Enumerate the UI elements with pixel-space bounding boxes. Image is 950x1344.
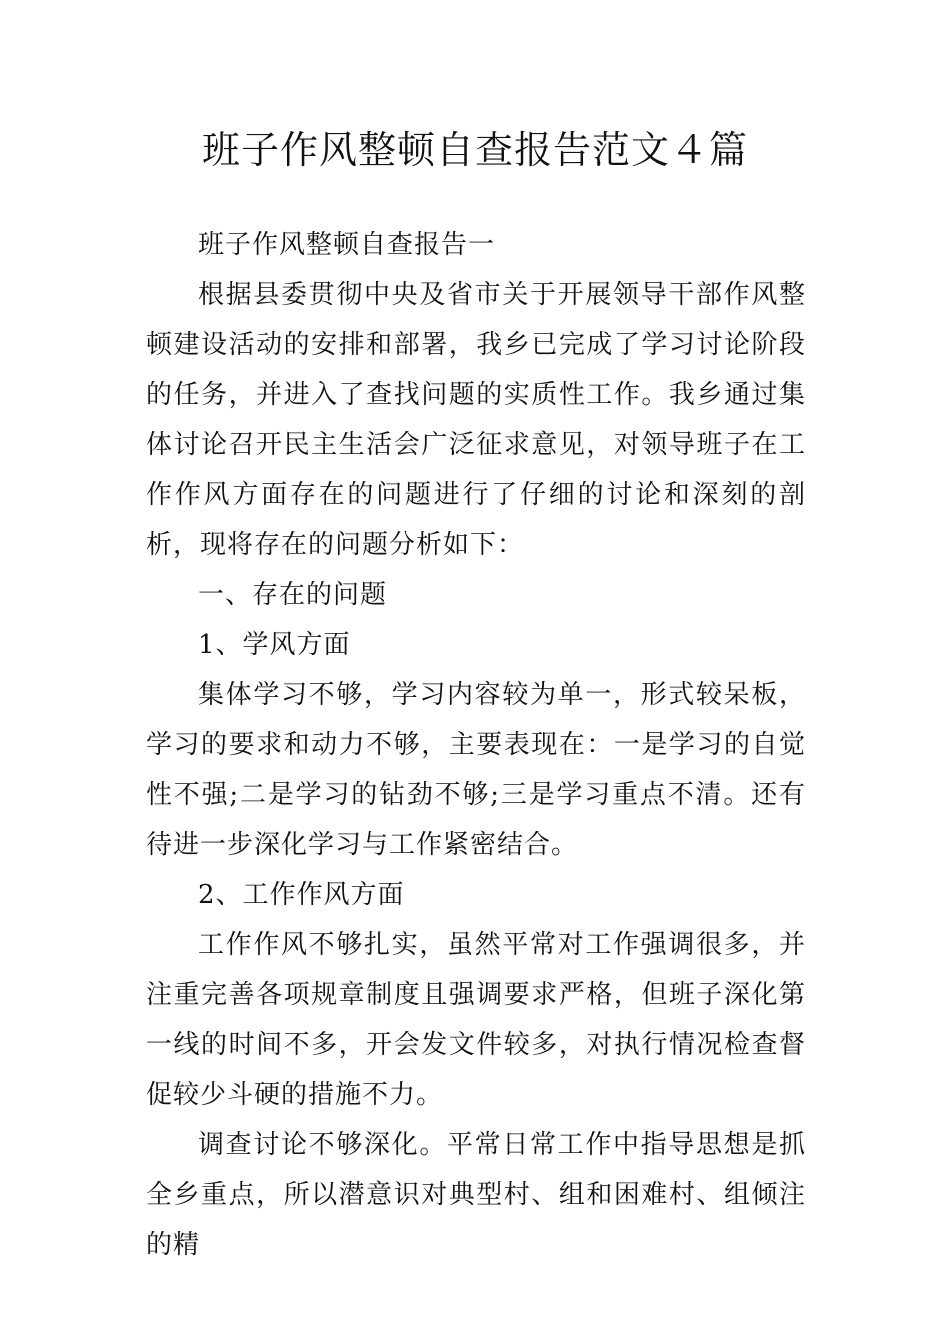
paragraph-work-style: 工作作风不够扎实，虽然平常对工作强调很多，并注重完善各项规章制度且强调要求严格，但班子深化第一线的时间不多，开会发文件较多，对执行情况检查督促较少斗硬的措施不力。	[146, 930, 806, 1110]
subheading-work-style: 2、工作作风方面	[198, 880, 405, 910]
document-body	[146, 220, 806, 1270]
paragraph-investigation: 调查讨论不够深化。平常日常工作中指导思想是抓全乡重点，所以潜意识对典型村、组和困难村、组倾注的精	[146, 1130, 806, 1260]
paragraph-intro: 根据县委贯彻中央及省市关于开展领导干部作风整顿建设活动的安排和部署，我乡已完成了学习讨论阶段的任务，并进入了查找问题的实质性工作。我乡通过集体讨论召开民主生活会广泛征求意见，对领导班子在工作作风方面存在的问题进行了仔细的讨论和深刻的剖析，现将存在的问题分析如下：	[146, 280, 806, 560]
document-title: 班子作风整顿自查报告范文４篇	[201, 128, 748, 172]
section-heading-problems: 一、存在的问题	[198, 580, 388, 610]
section-heading-report-one: 班子作风整顿自查报告一	[198, 230, 496, 260]
subheading-study-style: 1、学风方面	[198, 630, 351, 660]
paragraph-study-style: 集体学习不够，学习内容较为单一，形式较呆板，学习的要求和动力不够，主要表现在：一是学习的自觉性不强;二是学习的钻劲不够;三是学习重点不清。还有待进一步深化学习与工作紧密结合。	[146, 680, 806, 860]
